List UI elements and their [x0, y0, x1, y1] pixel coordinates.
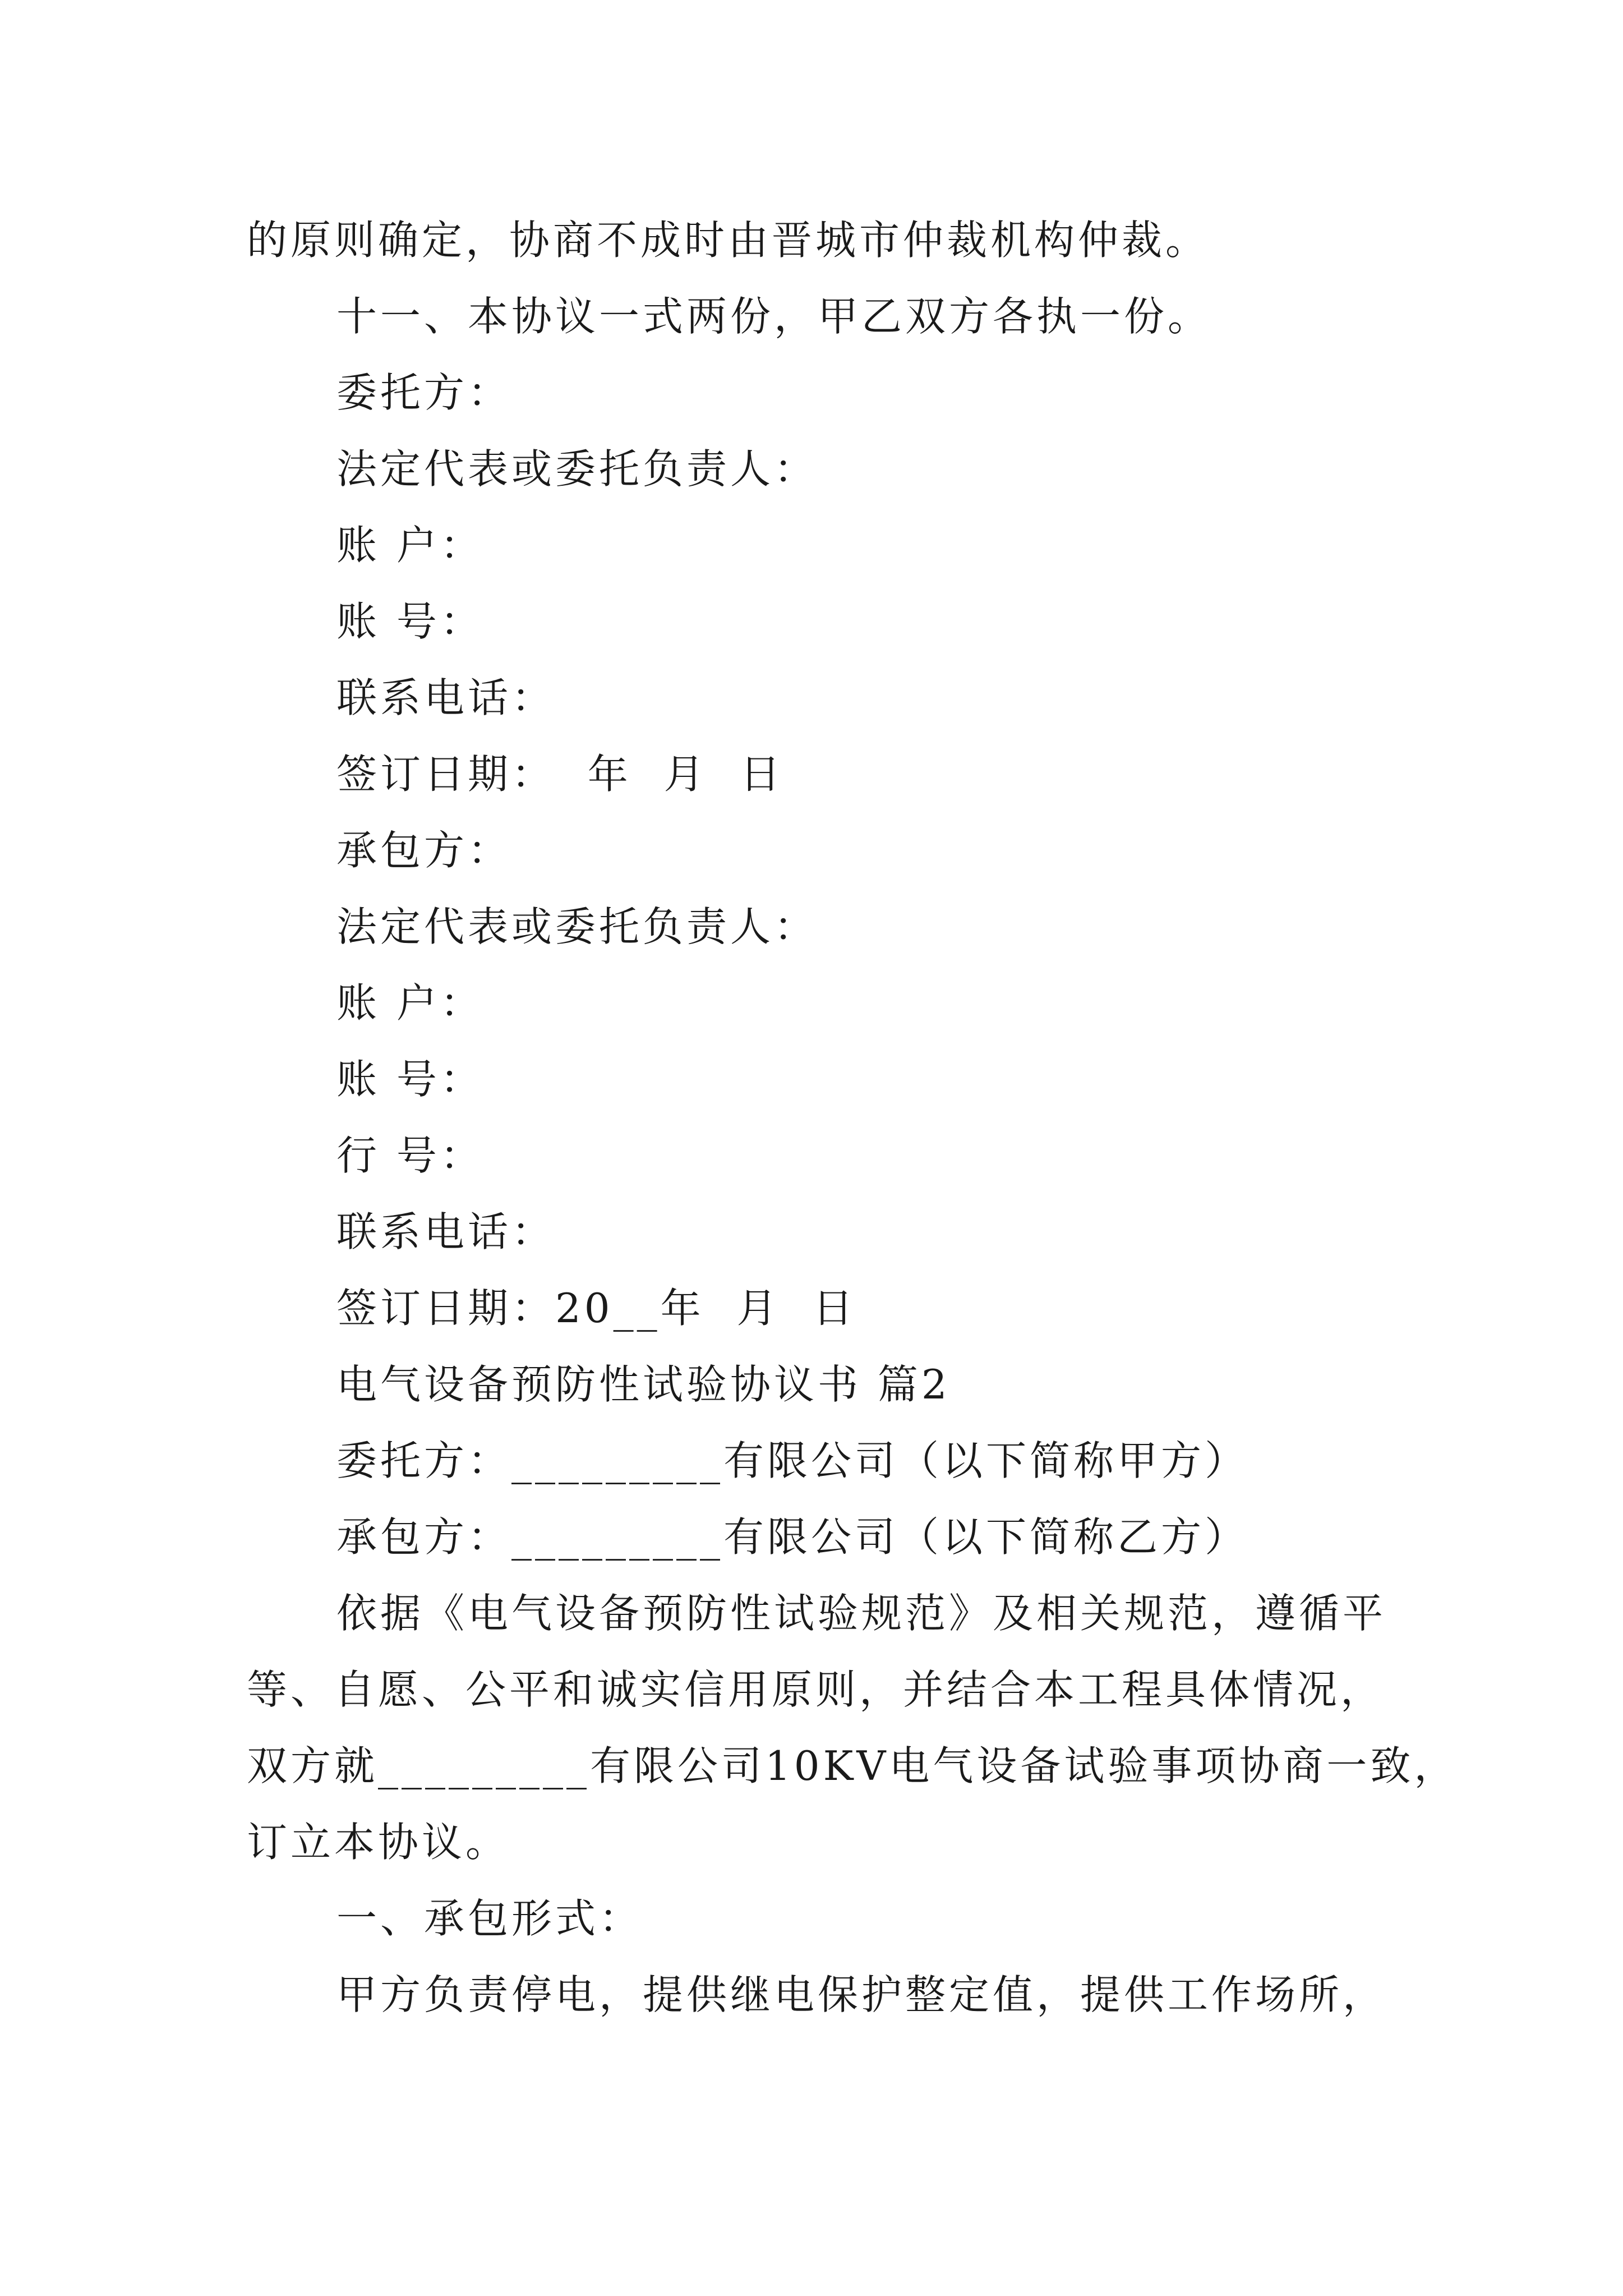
party-a-line: 委托方：_________有限公司（以下简称甲方） [336, 1437, 1249, 1484]
section-title: 电气设备预防性试验协议书 篇2 [336, 1361, 951, 1408]
client-account-name-label: 账 户： [336, 522, 484, 569]
contractor-representative-label: 法定代表或委托负责人： [336, 903, 818, 950]
client-account-number-label: 账 号： [336, 598, 484, 645]
contractor-account-number-label: 账 号： [336, 1056, 484, 1103]
party-b-line: 承包方：_________有限公司（以下简称乙方） [336, 1513, 1249, 1561]
clause-1-heading: 一、承包形式： [336, 1895, 643, 1942]
clause-1-text: 甲方负责停电，提供继电保护整定值，提供工作场所， [336, 1971, 1387, 2018]
client-phone-label: 联系电话： [336, 674, 556, 721]
clause-11: 十一、本协议一式两份，甲乙双方各执一份。 [336, 293, 1212, 340]
contractor-phone-label: 联系电话： [336, 1208, 556, 1255]
client-representative-label: 法定代表或委托负责人： [336, 445, 818, 493]
contractor-sign-date-label: 签订日期：20__年 月 日 [336, 1285, 857, 1332]
paragraph-line: 的原则确定，协商不成时由晋城市仲裁机构仲裁。 [247, 217, 1210, 264]
preamble-line-4: 订立本协议。 [247, 1819, 510, 1866]
preamble-line-3: 双方就_________有限公司10KV电气设备试验事项协商一致， [247, 1742, 1458, 1789]
client-label: 委托方： [336, 369, 512, 416]
contractor-account-name-label: 账 户： [336, 979, 484, 1027]
preamble-line-2: 等、自愿、公平和诚实信用原则，并结合本工程具体情况， [247, 1666, 1385, 1713]
contractor-label: 承包方： [336, 827, 512, 874]
contractor-bank-number-label: 行 号： [336, 1132, 484, 1179]
client-sign-date-label: 签订日期： 年 月 日 [336, 751, 784, 798]
preamble-line-1: 依据《电气设备预防性试验规范》及相关规范，遵循平 [336, 1590, 1387, 1637]
